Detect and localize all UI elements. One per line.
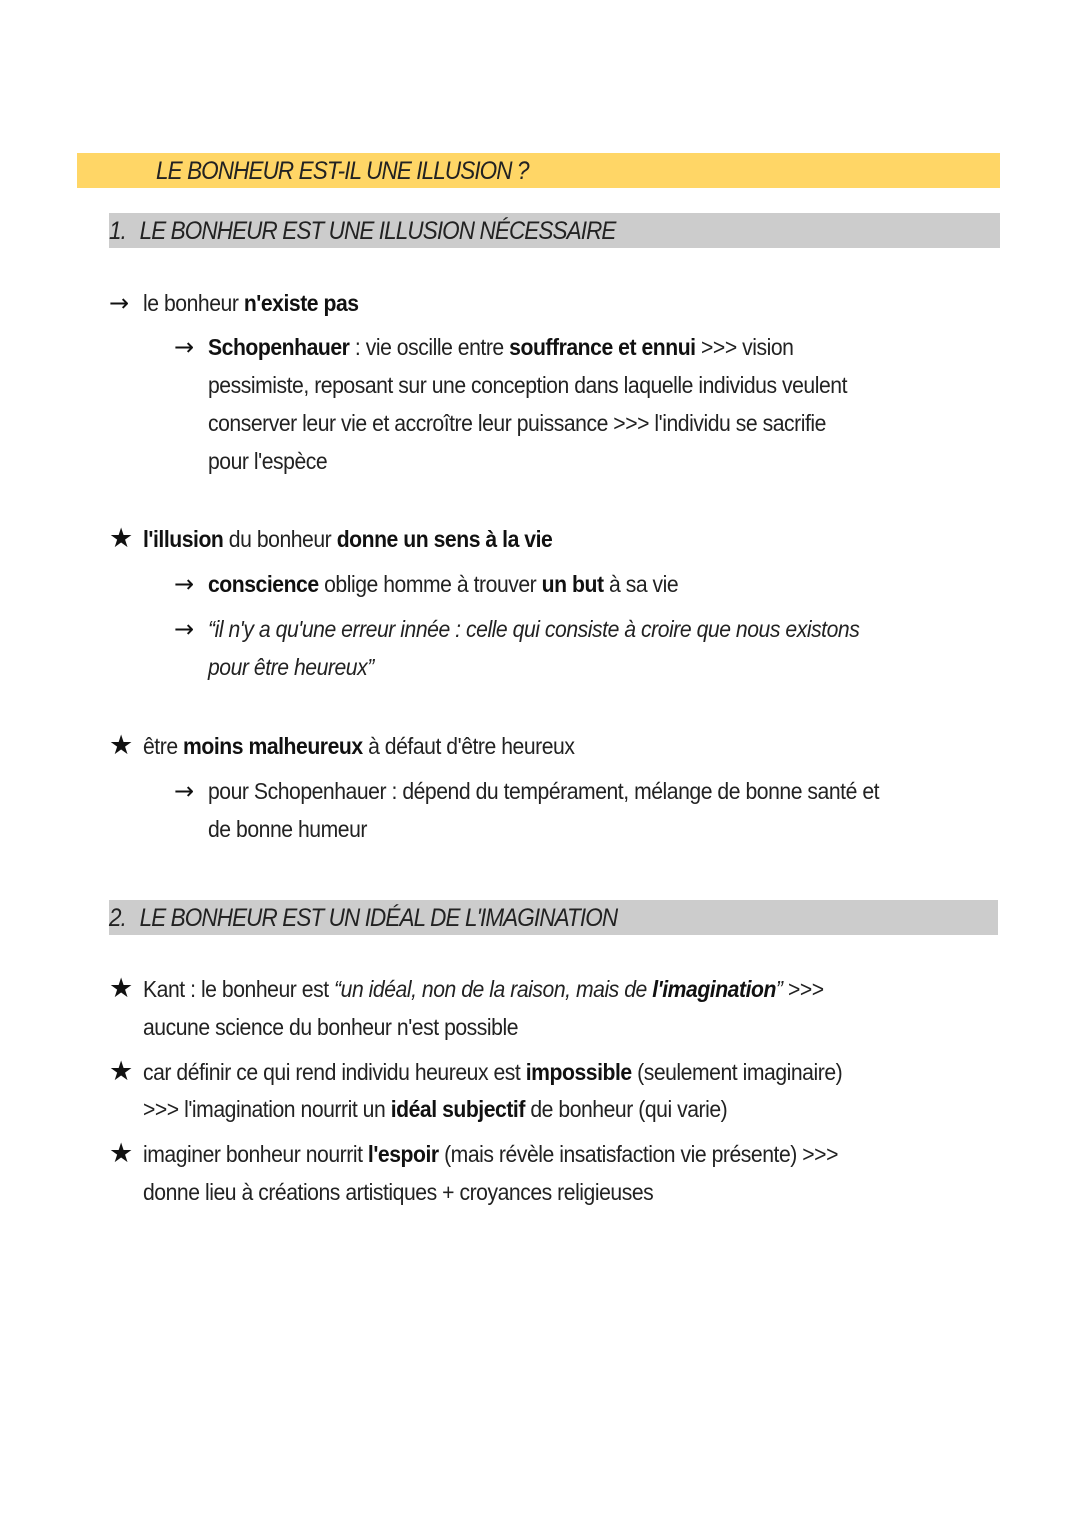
emphasis: l'espoir [367,1141,439,1167]
arrow-icon: → [109,289,130,317]
s1-point-a-sub-line-3: conserver leur vie et accroître leur puissance >>> l'individu se sacrifie [208,410,826,436]
emphasis: l'imagination [652,976,776,1002]
star-icon: ★ [109,973,134,1004]
s1-point-c [143,727,574,765]
text: être [143,733,184,759]
quote-text: ” [775,976,783,1002]
emphasis: impossible [525,1059,632,1085]
text: à défaut d'être heureux [362,733,575,759]
emphasis: souffrance et ennui [509,334,696,360]
text: >>> [782,976,824,1002]
s2-point-b-line-2 [143,1090,727,1128]
text: le bonheur [143,290,244,316]
section-2-heading [109,900,617,935]
text: Kant : le bonheur est [143,976,335,1002]
text: : vie oscille entre [349,334,510,360]
emphasis: idéal subjectif [390,1096,525,1122]
s1-point-a-sub-line-2: pessimiste, reposant sur une conception dans laquelle individus veulent [208,372,847,398]
emphasis: n'existe pas [243,290,359,316]
s1-point-a [143,284,359,322]
s1-point-c-sub-line-2: de bonne humeur [208,816,367,842]
section-1-heading [109,213,616,248]
text: >>> vision [695,334,794,360]
arrow-icon: → [174,777,195,805]
star-icon: ★ [109,1056,134,1087]
s1-point-b-quote-line-1 [208,610,859,648]
arrow-icon: → [174,333,195,361]
section-1-number: 1. [109,217,126,245]
emphasis: Schopenhauer [208,334,350,360]
text: de bonheur (qui varie) [524,1096,728,1122]
quote-text: “il n'y a qu'une erreur innée : celle qui consiste à croire que nous existons [208,616,860,642]
page-title: LE BONHEUR EST-IL UNE ILLUSION ? [156,157,529,185]
s2-point-c-line-2: donne lieu à créations artistiques + croyances religieuses [143,1179,654,1205]
text: à sa vie [603,571,679,597]
star-icon: ★ [109,730,134,761]
star-icon: ★ [109,1138,134,1169]
quote-text: pour être heureux” [208,654,374,680]
emphasis: conscience [208,571,319,597]
emphasis: moins malheureux [183,733,363,759]
text: car définir ce qui rend individu heureux est [143,1059,526,1085]
text: (seulement imaginaire) [631,1059,843,1085]
s1-point-b-quote-line-2 [208,648,374,686]
text: imaginer bonheur nourrit [143,1141,368,1167]
text: oblige homme à trouver [318,571,542,597]
section-2-number: 2. [109,904,126,932]
s1-point-b-sub-1 [208,565,678,603]
s2-point-a-line-2: aucune science du bonheur n'est possible [143,1014,519,1040]
section-2-title: LE BONHEUR EST UN IDÉAL DE L'IMAGINATION [139,904,618,932]
arrow-icon: → [174,615,195,643]
text: (mais révèle insatisfaction vie présente) >>> [438,1141,838,1167]
quote-text: “un idéal, non de la raison, mais de [334,976,653,1002]
arrow-icon: → [174,570,195,598]
emphasis: donne un sens à la vie [336,526,553,552]
s1-point-c-sub-line-1: pour Schopenhauer : dépend du tempérament, mélange de bonne santé et [208,778,880,804]
s2-point-b-line-1 [143,1053,842,1091]
text: >>> l'imagination nourrit un [143,1096,391,1122]
s1-point-a-sub-line-1 [208,328,793,366]
s2-point-c-line-1 [143,1135,838,1173]
section-1-title: LE BONHEUR EST UNE ILLUSION NÉCESSAIRE [139,217,616,245]
star-icon: ★ [109,523,134,554]
s2-point-a-line-1 [143,970,824,1008]
s1-point-a-sub-line-4: pour l'espèce [208,448,328,474]
s1-point-b [143,520,552,558]
emphasis: l'illusion [143,526,224,552]
text: du bonheur [223,526,337,552]
emphasis: un but [541,571,604,597]
